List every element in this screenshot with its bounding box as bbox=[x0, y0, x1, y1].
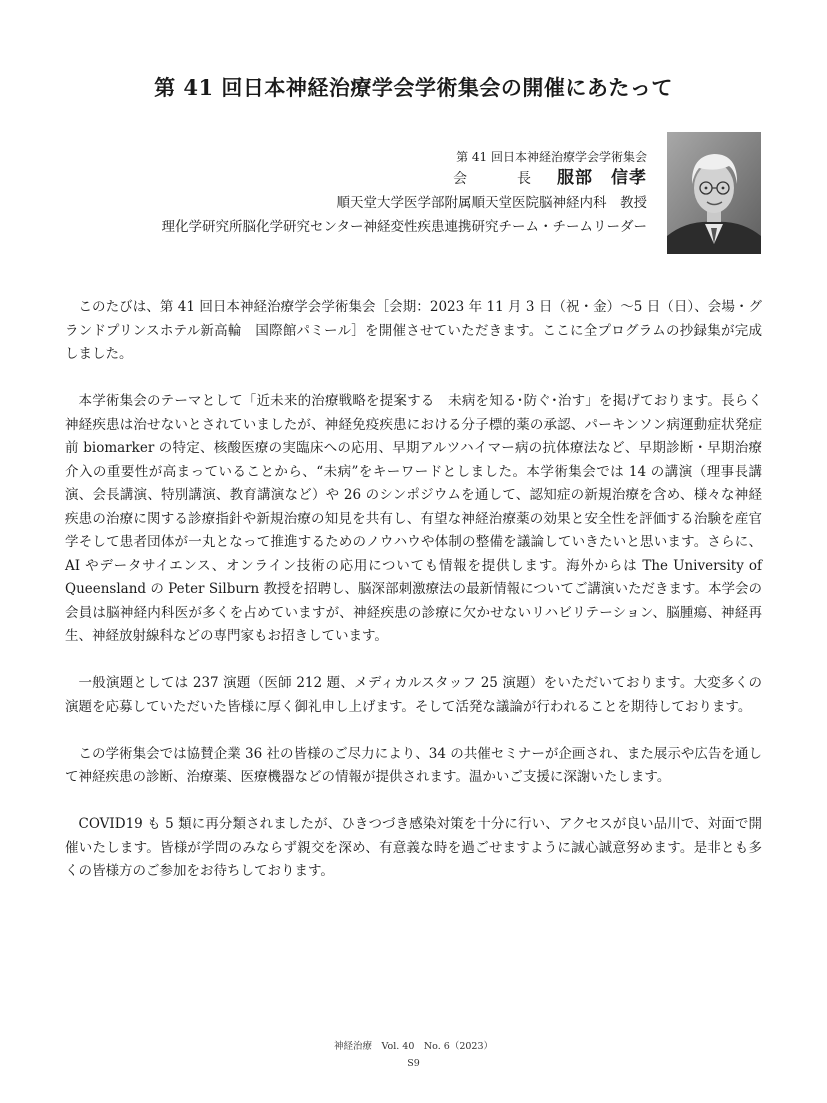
paragraph-4: この学術集会では協賛企業 36 社の皆様のご尽力により、34 の共催セミナーが企画され、また展示や広告を通して神経疾患の診断、治療薬、医療機器などの情報が提供されます。温かいご支援に深謝いたします。 bbox=[65, 745, 762, 785]
journal-citation: 神経治療 Vol. 40 No. 6（2023） bbox=[334, 1041, 493, 1052]
page-footer bbox=[0, 1038, 827, 1072]
paragraph-3: 一般演題としては 237 演題（医師 212 題、メディカルスタッフ 25 演題）をいただいております。大変多くの演題を応募していただいた皆様に厚く御礼申し上げます。そして活発な議論が行われることを期待しております。 bbox=[65, 675, 762, 715]
author-name-line bbox=[47, 166, 647, 191]
author-portrait bbox=[667, 132, 761, 254]
author-role: 会 長 bbox=[453, 171, 549, 187]
author-byline bbox=[47, 148, 647, 239]
portrait-image bbox=[667, 132, 761, 254]
author-event: 第 41 回日本神経治療学会学術集会 bbox=[456, 150, 647, 164]
article-body bbox=[65, 296, 762, 907]
paragraph-5: COVID19 も 5 類に再分類されましたが、ひきつづき感染対策を十分に行い、アクセスが良い品川で、対面で開催いたします。皆様が学問のみならず親交を深め、有意義な時を過ごせますように誠心誠意努めます。是非とも多くの皆様方のご参加をお待ちしております。 bbox=[65, 816, 762, 879]
author-affiliation-2: 理化学研究所脳化学研究センター神経変性疾患連携研究チーム・チームリーダー bbox=[161, 219, 647, 235]
page-title: 第 41 回日本神経治療学会学術集会の開催にあたって bbox=[154, 75, 673, 100]
page-number: S9 bbox=[407, 1058, 420, 1069]
author-affiliation-1: 順天堂大学医学部附属順天堂医院脳神経内科 教授 bbox=[336, 195, 647, 211]
paragraph-2: 本学術集会のテーマとして「近未来的治療戦略を提案する 未病を知る･防ぐ･治す」を掲げております。長らく神経疾患は治せないとされていましたが、神経免疫疾患における分子標的薬の承認、パーキンソン病運動症状発症前 biomarker の特定、核酸医療の実臨床への応用、早期アルツハイマー病の抗体療法など、早期診断・早期治療介入の重要性が高まっていることから、“未病”をキーワードとしました。本学術集会では 14 の講演（理事長講演、会長講演、特別講演、教育講演など）や 26 のシンポジウムを通して、認知症の新規治療を含め、様々な神経疾患の治療に関する診療指針や新規治療の知見を共有し、有望な神経治療薬の効果と安全性を評価する治験を産官学そして患者団体が一丸となって推進するためのノウハウや体制の整備を議論していきたいと思います。さらに、AI やデータサイエンス、オンライン技術の応用についても情報を提供します。海外からは The University of Queensland の Peter Silburn 教授を招聘し、脳深部刺激療法の最新情報についてご講演いただきます。本学会の会員は脳神経内科医が多くを占めていますが、神経疾患の診療に欠かせないリハビリテーション、脳腫瘍、神経再生、神経放射線科などの専門家もお招きしています。 bbox=[65, 393, 762, 644]
paragraph-1: このたびは、第 41 回日本神経治療学会学術集会［会期：2023 年 11 月 3 日（祝・金）～5 日（日）、会場・グランドプリンスホテル新高輪 国際館パミール］を開催させていただきます。ここに全プログラムの抄録集が完成しました。 bbox=[65, 299, 762, 362]
author-name: 服部 信孝 bbox=[557, 168, 647, 188]
